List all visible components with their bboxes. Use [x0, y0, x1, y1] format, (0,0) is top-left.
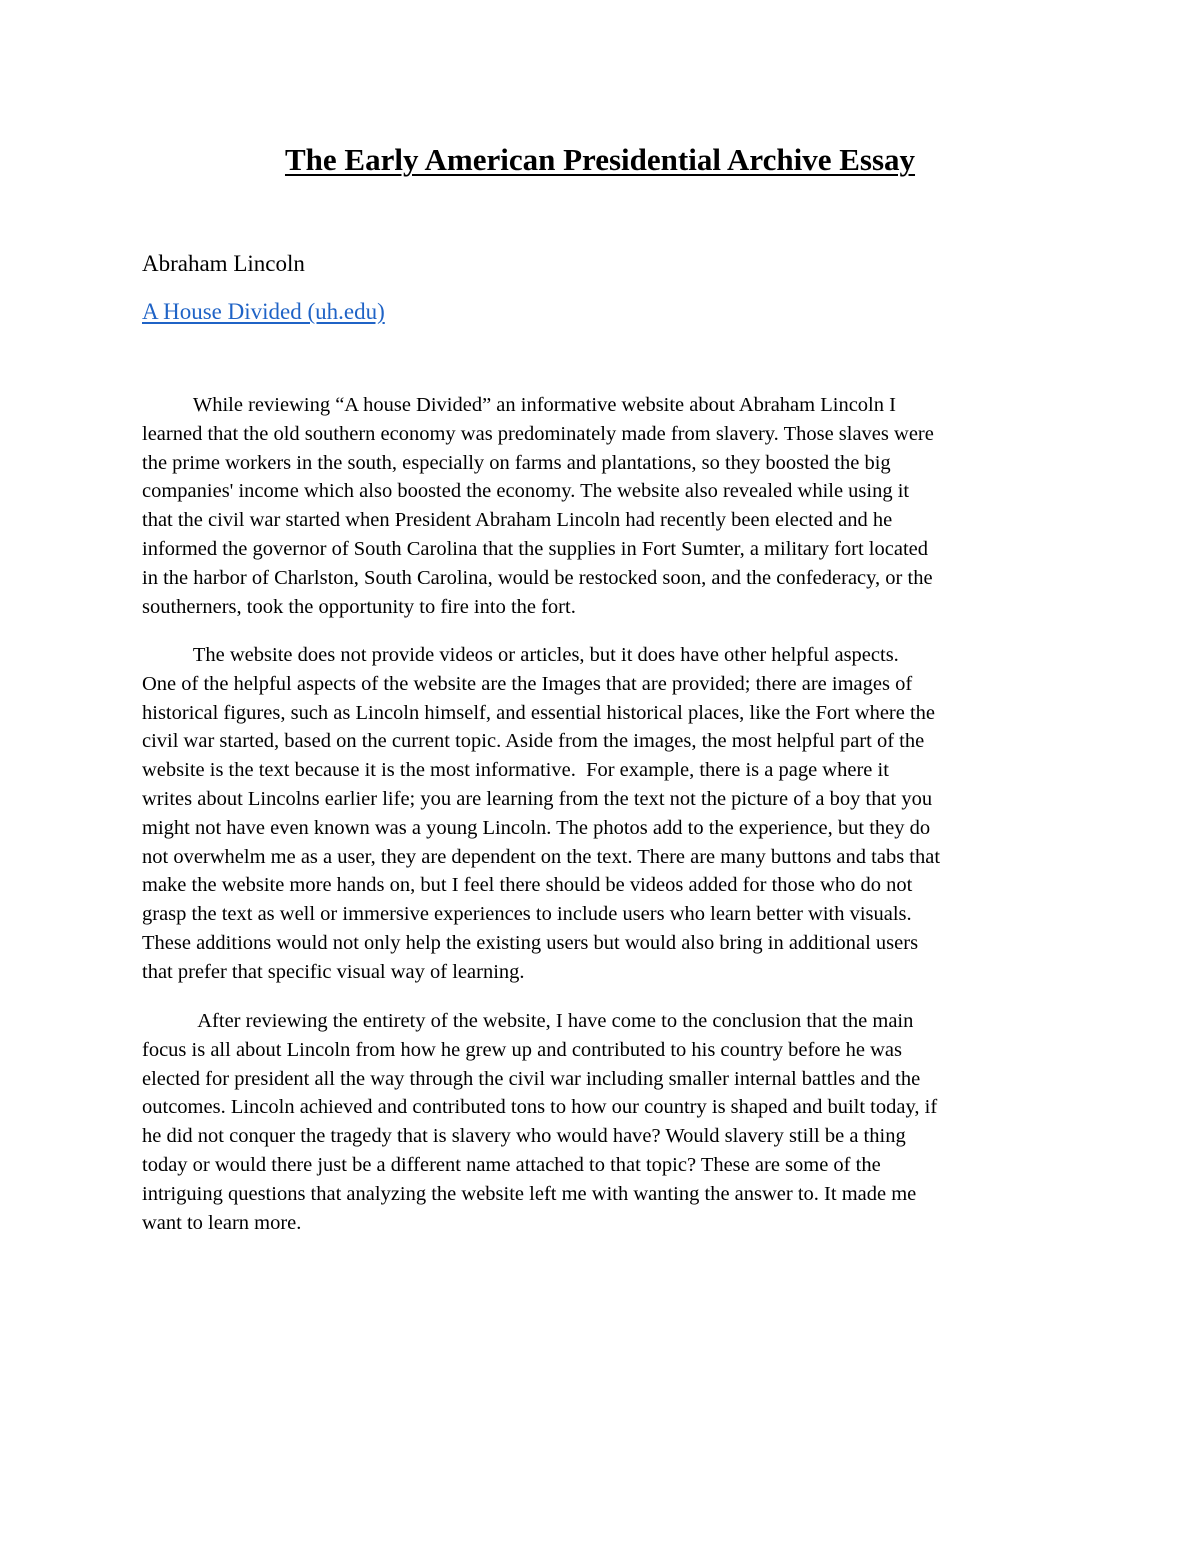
paragraph-line: focus is all about Lincoln from how he grew up and contributed to his country before he was [142, 1038, 903, 1061]
paragraph-line: One of the helpful aspects of the website are the Images that are provided; there are images of [142, 672, 913, 695]
essay-title: The Early American Presidential Archive Essay [284, 142, 916, 177]
paragraph-line: These additions would not only help the existing users but would also bring in additional users [142, 931, 919, 954]
paragraph-line: After reviewing the entirety of the website, I have come to the conclusion that the main [142, 1010, 914, 1032]
paragraph-3 [142, 1007, 1072, 1237]
paragraph-line: in the harbor of Charlston, South Carolina, would be restocked soon, and the confederacy, or the [142, 566, 933, 589]
paragraph-line: learned that the old southern economy was predominately made from slavery. Those slaves were [142, 422, 934, 445]
paragraph-line: historical figures, such as Lincoln himself, and essential historical places, like the Fort where the [142, 701, 936, 724]
paragraph-line: informed the governor of South Carolina that the supplies in Fort Sumter, a military fort located [142, 537, 928, 560]
paragraph-text [142, 391, 1072, 621]
paragraph-line: that the civil war started when President Abraham Lincoln had recently been elected and he [142, 509, 893, 532]
paragraph-line: today or would there just be a different name attached to that topic? These are some of the [142, 1153, 881, 1176]
paragraph-line: he did not conquer the tragedy that is slavery who would have? Would slavery still be a thing [142, 1125, 906, 1148]
paragraph-text [142, 1007, 1072, 1237]
paragraph-line: southerners, took the opportunity to fire into the fort. [142, 595, 576, 618]
paragraph-line: companies' income which also boosted the economy. The website also revealed while using it [142, 480, 910, 503]
paragraph-line: outcomes. Lincoln achieved and contributed tons to how our country is shaped and built today, if [142, 1096, 938, 1119]
paragraph-line: writes about Lincolns earlier life; you are learning from the text not the picture of a boy that you [142, 787, 933, 810]
paragraph-line: intriguing questions that analyzing the website left me with wanting the answer to. It made me [142, 1182, 917, 1205]
paragraph-line: not overwhelm me as a user, they are dependent on the text. There are many buttons and tabs that [142, 845, 941, 868]
essay-subject: Abraham Lincoln [142, 251, 305, 276]
paragraph-line: want to learn more. [142, 1211, 302, 1234]
paragraph-line: that prefer that specific visual way of learning. [142, 960, 525, 983]
paragraph-line: While reviewing “A house Divided” an informative website about Abraham Lincoln I [142, 394, 896, 416]
paragraph-line: website is the text because it is the most informative. For example, there is a page where it [142, 759, 889, 782]
paragraph-line: make the website more hands on, but I feel there should be videos added for those who do not [142, 874, 913, 897]
paragraph-2 [142, 641, 1072, 987]
paragraph-line: might not have even known was a young Lincoln. The photos add to the experience, but they do [142, 816, 931, 839]
paragraph-line: the prime workers in the south, especially on farms and plantations, so they boosted the big [142, 451, 891, 474]
paragraph-line: The website does not provide videos or articles, but it does have other helpful aspects. [142, 644, 899, 666]
paragraph-line: grasp the text as well or immersive experiences to include users who learn better with visuals. [142, 903, 912, 926]
source-link[interactable]: A House Divided (uh.edu) [142, 299, 385, 324]
paragraph-text [142, 641, 1072, 987]
paragraph-line: elected for president all the way through the civil war including smaller internal battles and the [142, 1067, 921, 1090]
paragraph-1 [142, 391, 1072, 621]
paragraph-line: civil war started, based on the current topic. Aside from the images, the most helpful part of the [142, 730, 925, 753]
